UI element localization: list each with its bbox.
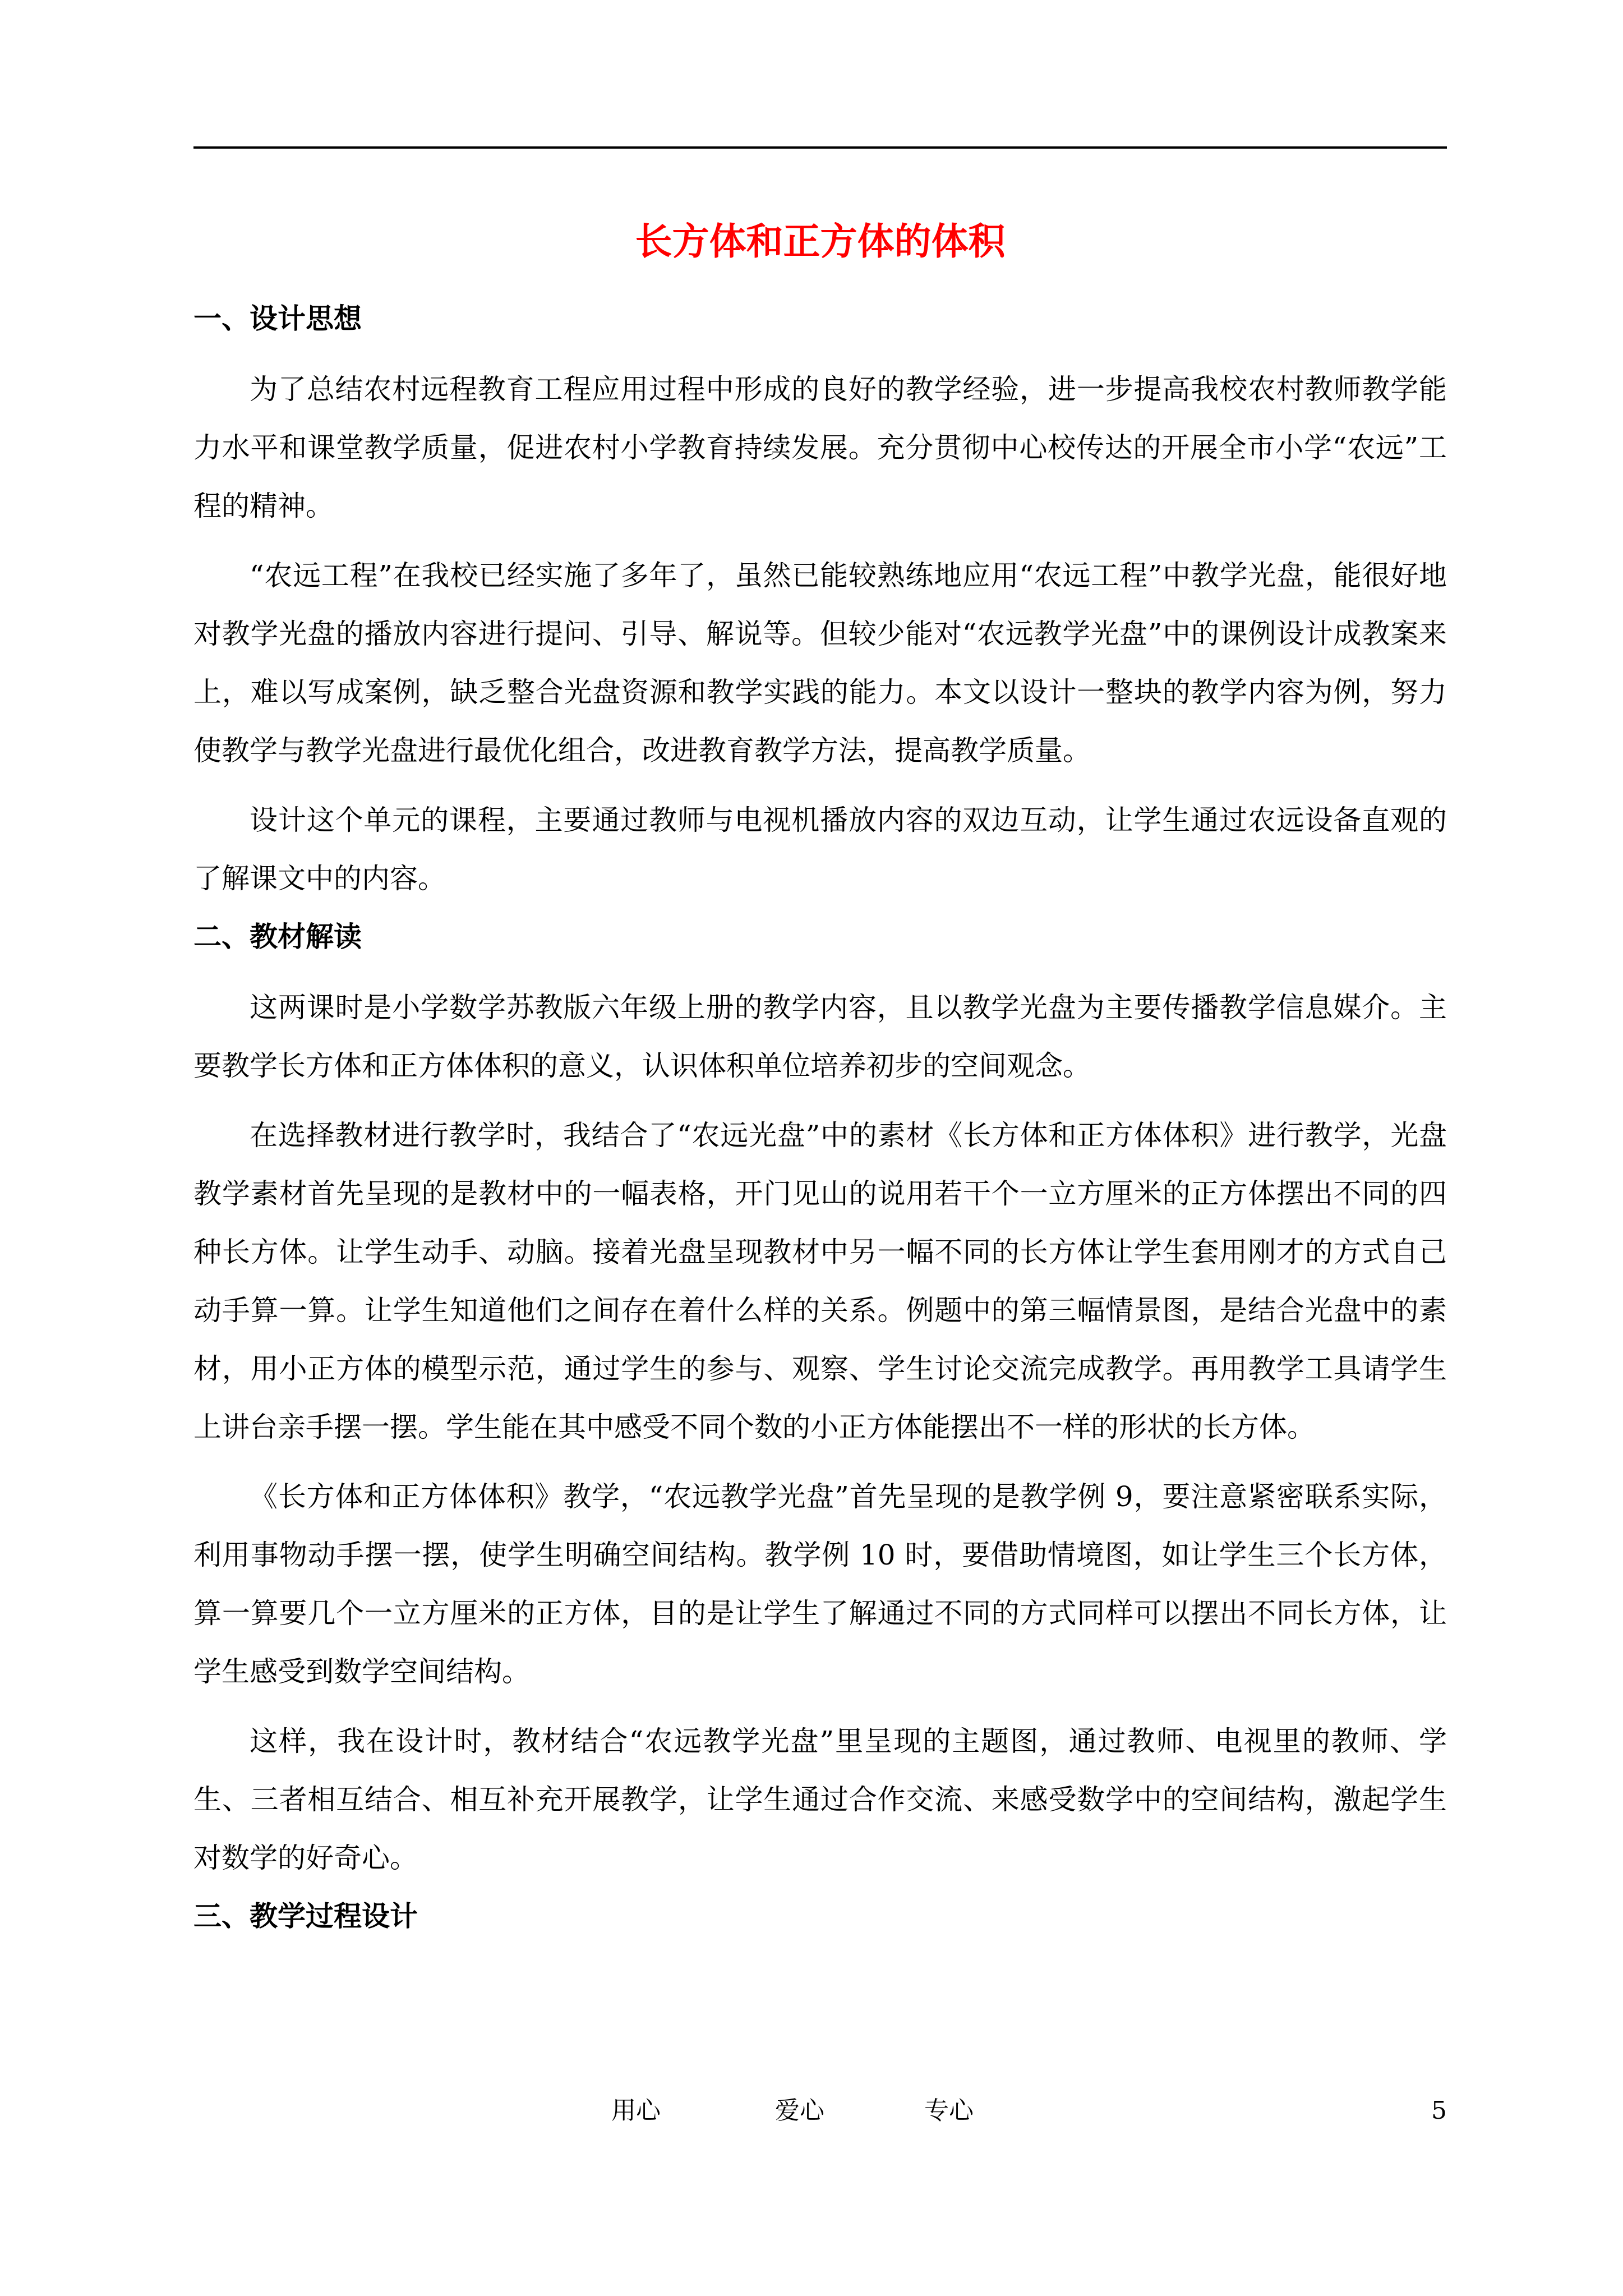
section-heading: 一、设计思想 (193, 302, 362, 335)
header-rule (193, 146, 1447, 149)
paragraph: 为了总结农村远程教育工程应用过程中形成的良好的教学经验，进一步提高我校农村教师教学能力水平和课堂教学质量，促进农村小学教育持续发展。充分贯彻中心校传达的开展全市小学“农远”工程的精神。 (193, 373, 1447, 522)
page-number: 5 (1431, 2096, 1447, 2125)
footer-slogan-word: 用心 (611, 2096, 661, 2125)
paragraph: 设计这个单元的课程，主要通过教师与电视机播放内容的双边互动，让学生通过农远设备直观的了解课文中的内容。 (193, 804, 1447, 895)
paragraph: 这两课时是小学数学苏教版六年级上册的教学内容，且以教学光盘为主要传播教学信息媒介。主要教学长方体和正方体体积的意义，认识体积单位培养初步的空间观念。 (193, 991, 1447, 1082)
section-textbook-reading (193, 919, 1447, 1887)
paragraph: 这样，我在设计时，教材结合“农远教学光盘”里呈现的主题图，通过教师、电视里的教师、学生、三者相互结合、相互补充开展教学，让学生通过合作交流、来感受数学中的空间结构，激起学生对数学的好奇心。 (193, 1725, 1447, 1874)
footer-slogan-word: 爱心 (775, 2096, 824, 2125)
section-heading: 三、教学过程设计 (193, 1899, 418, 1932)
section-heading: 二、教材解读 (193, 920, 362, 953)
section-teaching-process (193, 1898, 1447, 1934)
footer-slogan-word: 专心 (924, 2096, 974, 2125)
section-design-thinking (193, 301, 1447, 908)
document-body (193, 301, 1447, 1958)
paragraph: “农远工程”在我校已经实施了多年了，虽然已能较熟练地应用“农远工程”中教学光盘，能很好地对教学光盘的播放内容进行提问、引导、解说等。但较少能对“农远教学光盘”中的课例设计成教案来上，难以写成案例，缺乏整合光盘资源和教学实践的能力。本文以设计一整块的教学内容为例，努力使教学与教学光盘进行最优化组合，改进教育教学方法，提高教学质量。 (193, 559, 1447, 767)
document-title: 长方体和正方体的体积 (635, 219, 1006, 263)
paragraph: 《长方体和正方体体积》教学，“农远教学光盘”首先呈现的是教学例 9，要注意紧密联系实际，利用事物动手摆一摆，使学生明确空间结构。教学例 10 时，要借助情境图，如让学生三个长方体，算一算要几个一立方厘米的正方体，目的是让学生了解通过不同的方式同样可以摆出不同长方体，让学生感受到数学空间结构。 (193, 1480, 1447, 1688)
paragraph: 在选择教材进行教学时，我结合了“农远光盘”中的素材《长方体和正方体体积》进行教学，光盘教学素材首先呈现的是教材中的一幅表格，开门见山的说用若干个一立方厘米的正方体摆出不同的四种长方体。让学生动手、动脑。接着光盘呈现教材中另一幅不同的长方体让学生套用刚才的方式自己动手算一算。让学生知道他们之间存在着什么样的关系。例题中的第三幅情景图，是结合光盘中的素材，用小正方体的模型示范，通过学生的参与、观察、学生讨论交流完成教学。再用教学工具请学生上讲台亲手摆一摆。学生能在其中感受不同个数的小正方体能摆出不一样的形状的长方体。 (193, 1119, 1447, 1443)
